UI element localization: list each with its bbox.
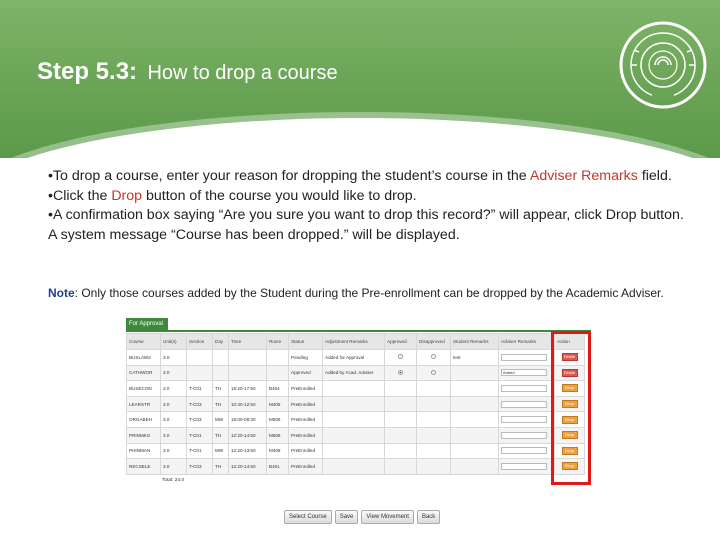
cell-course: BUSECON <box>127 381 161 397</box>
column-header: Student Remarks <box>451 334 499 350</box>
approved-radio[interactable] <box>398 354 403 359</box>
cell-course: RECSELE <box>127 459 161 475</box>
cell-adj <box>323 381 385 397</box>
note-text: : Only those courses added by the Student during the Pre-enrollment can be dropped by the Academic Adviser. <box>74 286 664 300</box>
cell-day: TH <box>213 396 229 412</box>
cell-disapproved <box>417 459 451 475</box>
cell-status: PreEnrolled <box>289 443 323 459</box>
cell-student-remarks <box>451 427 499 443</box>
cell-section: T-C03 <box>187 396 213 412</box>
column-header: Approved <box>385 334 417 350</box>
cell-student-remarks <box>451 365 499 381</box>
cell-approved <box>385 459 417 475</box>
action-column-callout <box>551 331 591 485</box>
cell-adviser-remarks <box>499 443 555 459</box>
drop-button[interactable]: Drop <box>562 462 578 470</box>
cell-day: TH <box>213 459 229 475</box>
drop-button[interactable]: Drop <box>562 416 578 424</box>
bullet-3 <box>48 206 688 245</box>
column-header: Disapproved <box>417 334 451 350</box>
bullet-2-end: button of the course you would like to drop. <box>142 187 417 204</box>
disapproved-radio[interactable] <box>431 354 436 359</box>
cell-student-remarks <box>451 443 499 459</box>
adviser-remarks-highlight: Adviser Remarks <box>529 168 638 184</box>
screenshot-button-bar <box>284 510 443 524</box>
table-row <box>127 381 585 397</box>
table-row <box>127 365 585 381</box>
cell-student-remarks: test <box>451 350 499 366</box>
adviser-remarks-input[interactable] <box>501 432 547 439</box>
cell-status: PreEnrolled <box>289 381 323 397</box>
cell-student-remarks <box>451 412 499 428</box>
cell-time: 10:30-12:50 <box>229 396 267 412</box>
adviser-remarks-input[interactable] <box>501 447 547 454</box>
adviser-remarks-input[interactable] <box>501 354 547 361</box>
cell-time: 12:20-13:50 <box>229 443 267 459</box>
cell-status: PreEnrolled <box>289 427 323 443</box>
cell-section <box>187 350 213 366</box>
cell-adviser-remarks <box>499 412 555 428</box>
column-header: Status <box>289 334 323 350</box>
cell-status: PreEnrolled <box>289 412 323 428</box>
cell-student-remarks <box>451 459 499 475</box>
cell-adj: Added by Acad. Adviser <box>323 365 385 381</box>
cell-approved <box>385 443 417 459</box>
cell-status: Pending <box>289 350 323 366</box>
cell-adviser-remarks <box>499 365 555 381</box>
table-row <box>127 443 585 459</box>
cell-day: TH <box>213 381 229 397</box>
drop-highlight: Drop <box>111 187 143 204</box>
column-header: Adviser Remarks <box>499 334 555 350</box>
cell-approved <box>385 412 417 428</box>
cell-section: T-C01 <box>187 381 213 397</box>
slide-title <box>37 58 338 86</box>
cell-room <box>267 350 289 366</box>
instructions <box>48 167 688 245</box>
cell-approved <box>385 396 417 412</box>
column-header: Action <box>555 334 585 350</box>
total-units: Total: 24.0 <box>162 478 185 483</box>
column-header: Room <box>267 334 289 350</box>
banner-wave <box>0 118 720 158</box>
table-row <box>127 427 585 443</box>
note-label: Note <box>48 286 75 300</box>
cell-section <box>187 365 213 381</box>
cell-course: LEARSTR <box>127 396 161 412</box>
cell-disapproved <box>417 381 451 397</box>
bullet-1-text: •To drop a course, enter your reason for dropping the student’s course in the <box>48 168 530 184</box>
delete-button[interactable]: Delete <box>562 353 578 361</box>
cell-room: B404 <box>267 381 289 397</box>
cell-units: 3.0 <box>161 443 187 459</box>
cell-adj <box>323 459 385 475</box>
tab-underline <box>126 330 591 332</box>
title-step: Step 5.3: <box>37 58 138 85</box>
cell-room: M408 <box>267 443 289 459</box>
cell-day <box>213 350 229 366</box>
cell-time <box>229 350 267 366</box>
bullet-1-end: field. <box>637 168 672 184</box>
adviser-remarks-input[interactable] <box>501 385 547 392</box>
select-course-button[interactable]: Select Course <box>284 510 332 524</box>
cell-time: 18:00-08:30 <box>229 412 267 428</box>
cell-student-remarks <box>451 381 499 397</box>
disapproved-radio[interactable] <box>431 370 436 375</box>
table-row <box>127 412 585 428</box>
cell-disapproved <box>417 412 451 428</box>
cell-disapproved <box>417 396 451 412</box>
view-movement-button[interactable]: View Movement <box>361 510 414 524</box>
cell-disapproved <box>417 365 451 381</box>
column-header: Course <box>127 334 161 350</box>
cell-adj <box>323 396 385 412</box>
tab-for-approval[interactable]: For Approval <box>126 318 168 330</box>
cell-time: 15:20-17:50 <box>229 381 267 397</box>
cell-time <box>229 365 267 381</box>
cell-approved <box>385 381 417 397</box>
cell-units: 3.0 <box>161 459 187 475</box>
cell-status: PreEnrolled <box>289 396 323 412</box>
cell-adj: Added for Approval <box>323 350 385 366</box>
cell-adviser-remarks <box>499 459 555 475</box>
cell-day: TH <box>213 427 229 443</box>
delete-button[interactable]: Delete <box>562 369 578 377</box>
cell-section: T-C03 <box>187 412 213 428</box>
adviser-remarks-input[interactable] <box>501 416 547 423</box>
cell-day: MW <box>213 443 229 459</box>
cell-time: 12:20-14:50 <box>229 459 267 475</box>
enrollment-screenshot <box>126 318 591 488</box>
cell-adviser-remarks <box>499 396 555 412</box>
drop-button[interactable]: Drop <box>562 431 578 439</box>
cell-section: T-C01 <box>187 443 213 459</box>
cell-units: 3.0 <box>161 365 187 381</box>
adviser-remarks-input[interactable]: Added <box>501 369 547 376</box>
column-header: Time <box>229 334 267 350</box>
cell-approved <box>385 365 417 381</box>
cell-disapproved <box>417 443 451 459</box>
cell-room: M606 <box>267 427 289 443</box>
table-row <box>127 350 585 366</box>
cell-disapproved <box>417 427 451 443</box>
cell-day <box>213 365 229 381</box>
cell-course: PHINMAN <box>127 443 161 459</box>
title-text: How to drop a course <box>147 62 338 84</box>
back-button[interactable]: Back <box>417 510 440 524</box>
bullet-2 <box>48 187 688 207</box>
approved-radio[interactable] <box>398 370 403 375</box>
table-header <box>127 334 585 350</box>
note <box>48 285 698 301</box>
cell-adviser-remarks <box>499 381 555 397</box>
cell-day: MW <box>213 412 229 428</box>
cell-adviser-remarks <box>499 350 555 366</box>
drop-button[interactable]: Drop <box>562 384 578 392</box>
drop-button[interactable]: Drop <box>562 447 578 455</box>
cell-adviser-remarks <box>499 427 555 443</box>
cell-disapproved <box>417 350 451 366</box>
cell-student-remarks <box>451 396 499 412</box>
cell-room <box>267 365 289 381</box>
cell-room: M406 <box>267 396 289 412</box>
column-header: Section <box>187 334 213 350</box>
cell-adj <box>323 443 385 459</box>
cell-status: PreEnrolled <box>289 459 323 475</box>
column-header: Day <box>213 334 229 350</box>
bullet-3-text: •A confirmation box saying “Are you sure you want to drop this record?” will appear, click Drop button. A system message “Course has been dropped.” will be displayed. <box>48 207 684 243</box>
cell-adj <box>323 427 385 443</box>
cell-adj <box>323 412 385 428</box>
cell-units: 3.0 <box>161 412 187 428</box>
cell-section: T-C03 <box>187 459 213 475</box>
cell-course: BUSLAW2 <box>127 350 161 366</box>
bullet-2-text: •Click the <box>48 187 112 204</box>
cell-course: ORGABEH <box>127 412 161 428</box>
adviser-remarks-input[interactable] <box>501 401 547 408</box>
cell-units: 3.0 <box>161 427 187 443</box>
cell-room: B401 <box>267 459 289 475</box>
column-header: Adjustment Remarks <box>323 334 385 350</box>
college-seal-logo <box>618 20 708 110</box>
cell-room: M506 <box>267 412 289 428</box>
cell-time: 12:20-14:50 <box>229 427 267 443</box>
table-row <box>127 459 585 475</box>
save-button[interactable]: Save <box>335 510 359 524</box>
cell-units: 3.0 <box>161 381 187 397</box>
cell-units: 3.0 <box>161 350 187 366</box>
bullet-1 <box>48 167 688 187</box>
cell-course: PRINMKG <box>127 427 161 443</box>
cell-units: 3.0 <box>161 396 187 412</box>
adviser-remarks-input[interactable] <box>501 463 547 470</box>
cell-course: CATHWOR <box>127 365 161 381</box>
cell-approved <box>385 350 417 366</box>
cell-approved <box>385 427 417 443</box>
column-header: Unit(s) <box>161 334 187 350</box>
cell-section: T-C01 <box>187 427 213 443</box>
courses-table <box>126 333 585 475</box>
cell-status: Approved <box>289 365 323 381</box>
table-row <box>127 396 585 412</box>
drop-button[interactable]: Drop <box>562 400 578 408</box>
